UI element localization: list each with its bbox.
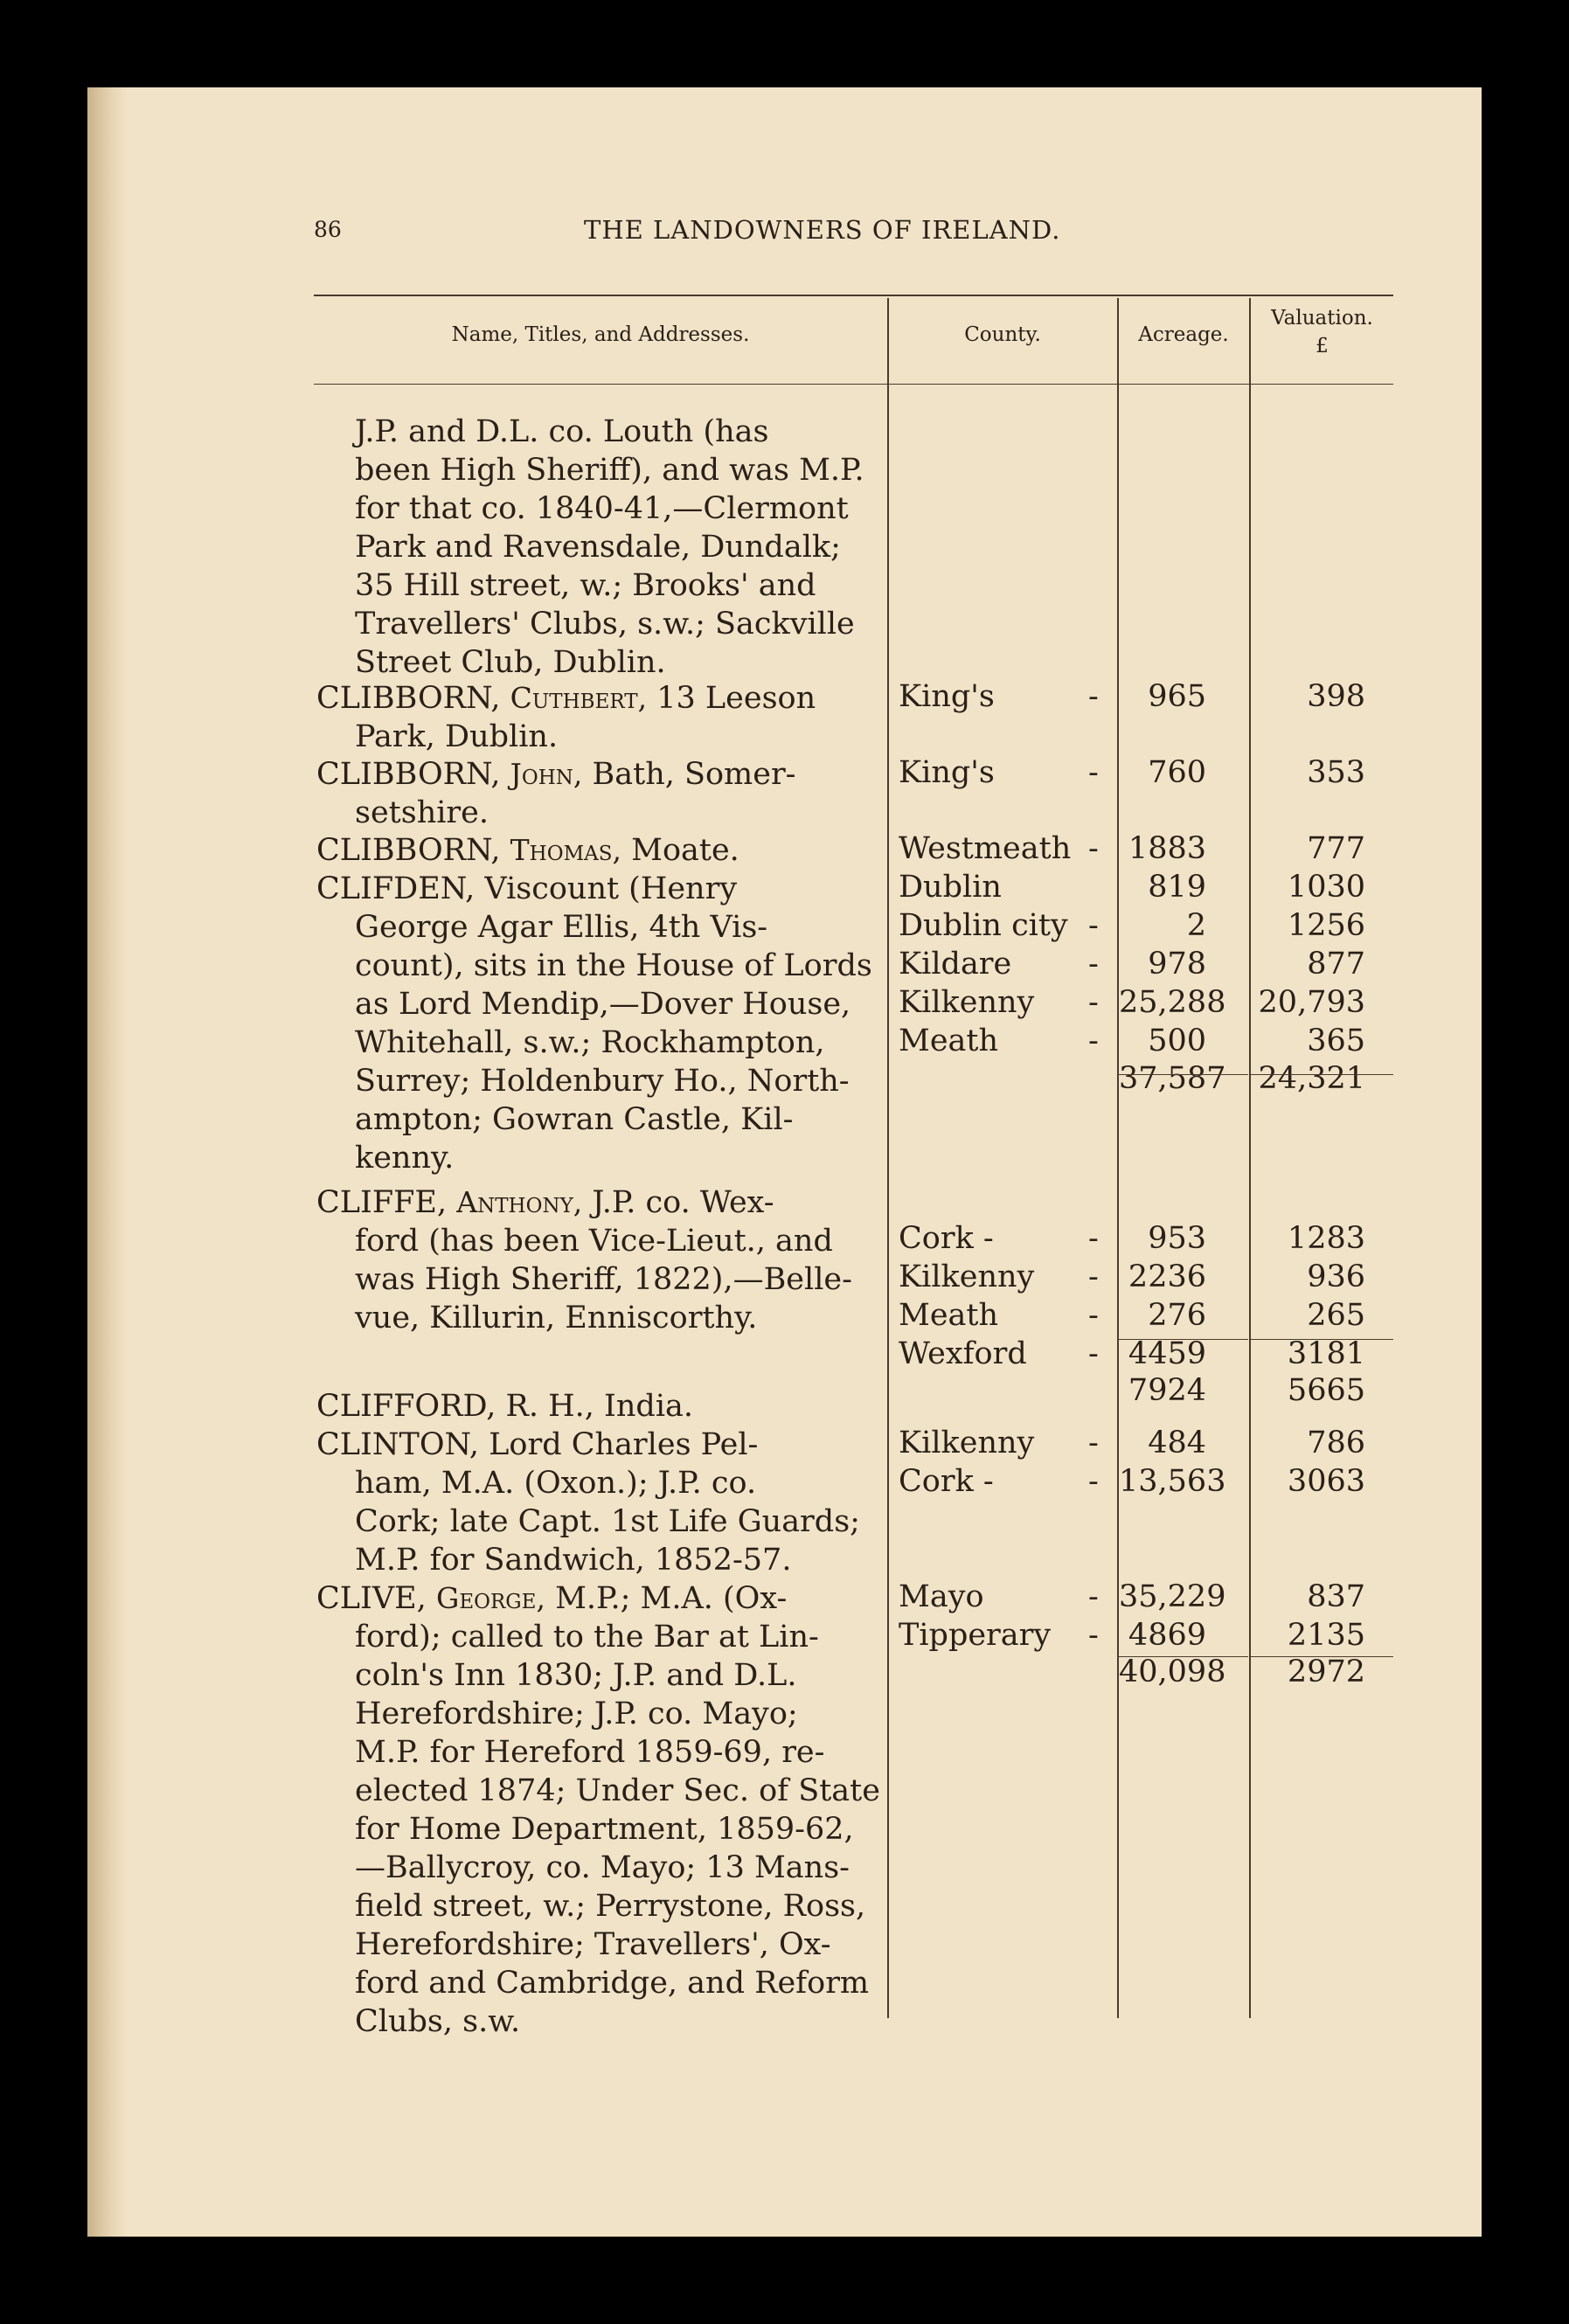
- entry-text: Viscount (Henry: [484, 871, 738, 906]
- entry-text: 13 Leeson: [656, 681, 816, 716]
- acreage-cell: 2236: [1128, 1259, 1206, 1294]
- entry-text: Moate.: [631, 833, 739, 868]
- valuation-cell: 2972: [1287, 1655, 1365, 1689]
- column-header-valuation: [1251, 304, 1393, 360]
- county-cell: King's: [899, 679, 995, 714]
- entry-line: ford and Cambridge, and Reform: [355, 1966, 870, 2001]
- total-rule-clifden-acreage: [1119, 1074, 1248, 1075]
- leader-dash: -: [1088, 1618, 1099, 1653]
- entry: [316, 679, 972, 756]
- entry-line: ford (has been Vice-Lieut., and: [355, 1224, 833, 1259]
- entry-first-line: [316, 679, 972, 718]
- entry-line: Herefordshire; Travellers', Ox-: [355, 1927, 831, 1962]
- valuation-cell: 24,321: [1258, 1061, 1365, 1096]
- column-header-acreage: Acreage.: [1138, 323, 1229, 346]
- leader-dash: -: [1088, 831, 1099, 866]
- surname: CLIBBORN,: [316, 757, 501, 792]
- total-rule-cliffe-acreage: [1119, 1339, 1248, 1340]
- entry-line: —Ballycroy, co. Mayo; 13 Mans-: [355, 1850, 850, 1885]
- entry-text: J.P. co. Wex-: [592, 1185, 774, 1220]
- acreage-cell: 4459: [1128, 1336, 1206, 1371]
- entry-line: M.P. for Hereford 1859-69, re-: [355, 1735, 825, 1770]
- book-page: [87, 87, 1482, 2237]
- given-name: Cuthbert,: [510, 681, 648, 715]
- acreage-cell: 484: [1148, 1426, 1206, 1460]
- entry-first-line: [316, 1387, 972, 1426]
- leader-dash: -: [1088, 1298, 1099, 1333]
- county-cell: Meath: [899, 1298, 999, 1333]
- county-cell: Wexford: [899, 1336, 1027, 1371]
- entry-first-line: [316, 1426, 972, 1464]
- total-rule-cliffe-valuation: [1251, 1339, 1393, 1340]
- county-cell: Dublin city: [899, 908, 1068, 943]
- entry-line: elected 1874; Under Sec. of State: [355, 1773, 880, 1808]
- valuation-unit: £: [1316, 335, 1329, 357]
- entry-line: kenny.: [355, 1141, 455, 1176]
- entry-text: Bath, Somer-: [592, 757, 796, 792]
- valuation-cell: 877: [1307, 947, 1365, 982]
- given-name: John,: [510, 757, 583, 791]
- valuation-cell: 1030: [1287, 870, 1365, 905]
- surname: CLIBBORN,: [316, 833, 501, 868]
- county-cell: Kildare: [899, 947, 1012, 982]
- given-name: Anthony,: [456, 1185, 583, 1219]
- entry-first-line: [316, 1579, 972, 1618]
- entry-line: vue, Killurin, Enniscorthy.: [355, 1301, 758, 1335]
- leader-dash: -: [1088, 1336, 1099, 1371]
- acreage-cell: 819: [1148, 870, 1206, 905]
- valuation-cell: 20,793: [1258, 985, 1365, 1020]
- entry-line: ham, M.A. (Oxon.); J.P. co.: [355, 1466, 757, 1501]
- entry-text: Lord Charles Pel-: [489, 1427, 759, 1462]
- acreage-cell: 4869: [1128, 1618, 1206, 1653]
- leader-dash: -: [1088, 985, 1099, 1020]
- county-cell: King's: [899, 755, 995, 790]
- entry-line: been High Sheriff), and was M.P.: [355, 453, 864, 488]
- entry-line: Surrey; Holdenbury Ho., North-: [355, 1064, 850, 1099]
- total-rule-clifden-valuation: [1251, 1074, 1393, 1075]
- county-cell: Kilkenny: [899, 985, 1035, 1020]
- surname: CLIVE,: [316, 1581, 427, 1616]
- entry-line: count), sits in the House of Lords: [355, 948, 872, 983]
- entry-line: coln's Inn 1830; J.P. and D.L.: [355, 1658, 797, 1693]
- county-cell: Dublin: [899, 870, 1002, 905]
- acreage-cell: 35,229: [1119, 1579, 1226, 1614]
- entry-first-line: [316, 755, 972, 794]
- valuation-cell: 398: [1307, 679, 1365, 714]
- valuation-cell: 353: [1307, 755, 1365, 790]
- entry: [316, 831, 972, 870]
- entry-line: ampton; Gowran Castle, Kil-: [355, 1102, 794, 1137]
- page-number: 86: [314, 217, 342, 242]
- county-cell: Kilkenny: [899, 1259, 1035, 1294]
- valuation-cell: 2135: [1287, 1618, 1365, 1653]
- valuation-cell: 777: [1307, 831, 1365, 866]
- acreage-cell: 760: [1148, 755, 1206, 790]
- acreage-cell: 978: [1148, 947, 1206, 982]
- surname: CLIBBORN,: [316, 681, 501, 716]
- valuation-cell: 5665: [1287, 1373, 1365, 1408]
- entry-line: Whitehall, s.w.; Rockhampton,: [355, 1025, 825, 1060]
- acreage-cell: 2: [1186, 908, 1206, 943]
- acreage-cell: 25,288: [1119, 985, 1226, 1020]
- acreage-cell: 7924: [1128, 1373, 1206, 1408]
- entry: [316, 1426, 972, 1579]
- entry: [316, 1579, 972, 2041]
- surname: CLIFFORD,: [316, 1389, 496, 1424]
- valuation-cell: 837: [1307, 1579, 1365, 1614]
- entry-line: George Agar Ellis, 4th Vis-: [355, 910, 768, 945]
- given-name: George,: [435, 1581, 545, 1615]
- entry-line: Cork; late Capt. 1st Life Guards;: [355, 1504, 860, 1539]
- county-cell: Kilkenny: [899, 1426, 1035, 1460]
- entry-line: as Lord Mendip,—Dover House,: [355, 987, 851, 1022]
- table-top-rule: [314, 295, 1393, 296]
- entry-first-line: [316, 831, 972, 870]
- leader-dash: -: [1088, 1259, 1099, 1294]
- valuation-cell: 1256: [1287, 908, 1365, 943]
- valuation-cell: 936: [1307, 1259, 1365, 1294]
- total-rule-clive-acreage: [1119, 1656, 1248, 1657]
- column-header-county: County.: [964, 323, 1041, 346]
- entry-line: ford); called to the Bar at Lin-: [355, 1620, 819, 1655]
- acreage-cell: 13,563: [1119, 1464, 1226, 1499]
- entry-line: for that co. 1840-41,—Clermont: [355, 491, 849, 526]
- county-cell: Cork -: [899, 1464, 994, 1499]
- leader-dash: -: [1088, 1579, 1099, 1614]
- acreage-cell: 953: [1148, 1221, 1206, 1256]
- acreage-cell: 965: [1148, 679, 1206, 714]
- leader-dash: -: [1088, 947, 1099, 982]
- valuation-cell: 3181: [1287, 1336, 1365, 1371]
- leader-dash: -: [1088, 1023, 1099, 1058]
- column-header-name: Name, Titles, and Addresses.: [451, 323, 750, 346]
- leader-dash: -: [1088, 1464, 1099, 1499]
- running-title: THE LANDOWNERS OF IRELAND.: [584, 215, 1061, 245]
- entry-first-line: [316, 870, 972, 908]
- surname: CLINTON,: [316, 1427, 480, 1462]
- entry-line: setshire.: [355, 795, 489, 830]
- entry: [316, 1183, 972, 1337]
- entry-line: M.P. for Sandwich, 1852-57.: [355, 1543, 792, 1578]
- header-bottom-rule: [314, 384, 1393, 385]
- given-name: Thomas,: [510, 833, 621, 867]
- entry: [316, 755, 972, 832]
- entry-line: was High Sheriff, 1822),—Belle-: [355, 1262, 852, 1297]
- acreage-cell: 500: [1148, 1023, 1206, 1058]
- entry-line: Clubs, s.w.: [355, 2004, 521, 2039]
- surname: CLIFFE,: [316, 1185, 448, 1220]
- valuation-cell: 3063: [1287, 1464, 1365, 1499]
- acreage-cell: 276: [1148, 1298, 1206, 1333]
- valuation-cell: 365: [1307, 1023, 1365, 1058]
- county-cell: Tipperary: [899, 1618, 1052, 1653]
- entry-line: field street, w.; Perrystone, Ross,: [355, 1889, 866, 1924]
- entry-text: M.P.; M.A. (Ox-: [555, 1581, 788, 1616]
- entry: [316, 1387, 972, 1426]
- entry-line: for Home Department, 1859-62,: [355, 1812, 854, 1847]
- leader-dash: -: [1088, 679, 1099, 714]
- entry-line: 35 Hill street, w.; Brooks' and: [355, 568, 816, 603]
- acreage-cell: 1883: [1128, 831, 1206, 866]
- entry-line: Travellers' Clubs, s.w.; Sackville: [355, 607, 855, 642]
- county-cell: Westmeath: [899, 831, 1072, 866]
- valuation-label: Valuation.: [1271, 307, 1373, 330]
- column-divider-3: [1249, 298, 1251, 2018]
- entry-text: R. H., India.: [505, 1389, 694, 1424]
- acreage-cell: 37,587: [1119, 1061, 1226, 1096]
- entry: [316, 413, 972, 682]
- entry-line: Park, Dublin.: [355, 719, 559, 754]
- entry-line: J.P. and D.L. co. Louth (has: [355, 414, 769, 449]
- valuation-cell: 786: [1307, 1426, 1365, 1460]
- total-rule-clive-valuation: [1251, 1656, 1393, 1657]
- leader-dash: -: [1088, 1426, 1099, 1460]
- county-cell: Mayo: [899, 1579, 984, 1614]
- entry: [316, 870, 972, 1177]
- leader-dash: -: [1088, 755, 1099, 790]
- entry-first-line: [316, 1183, 972, 1222]
- leader-dash: -: [1088, 1221, 1099, 1256]
- page-edge: [87, 87, 128, 2237]
- surname: CLIFDEN,: [316, 871, 476, 906]
- entry-line: Park and Ravensdale, Dundalk;: [355, 530, 841, 565]
- acreage-cell: 40,098: [1119, 1655, 1226, 1689]
- entry-line: Street Club, Dublin.: [355, 645, 666, 680]
- valuation-cell: 1283: [1287, 1221, 1365, 1256]
- leader-dash: -: [1088, 908, 1099, 943]
- entry-line: Herefordshire; J.P. co. Mayo;: [355, 1696, 798, 1731]
- column-divider-2: [1117, 298, 1119, 2018]
- county-cell: Meath: [899, 1023, 999, 1058]
- valuation-cell: 265: [1307, 1298, 1365, 1333]
- county-cell: Cork -: [899, 1221, 994, 1256]
